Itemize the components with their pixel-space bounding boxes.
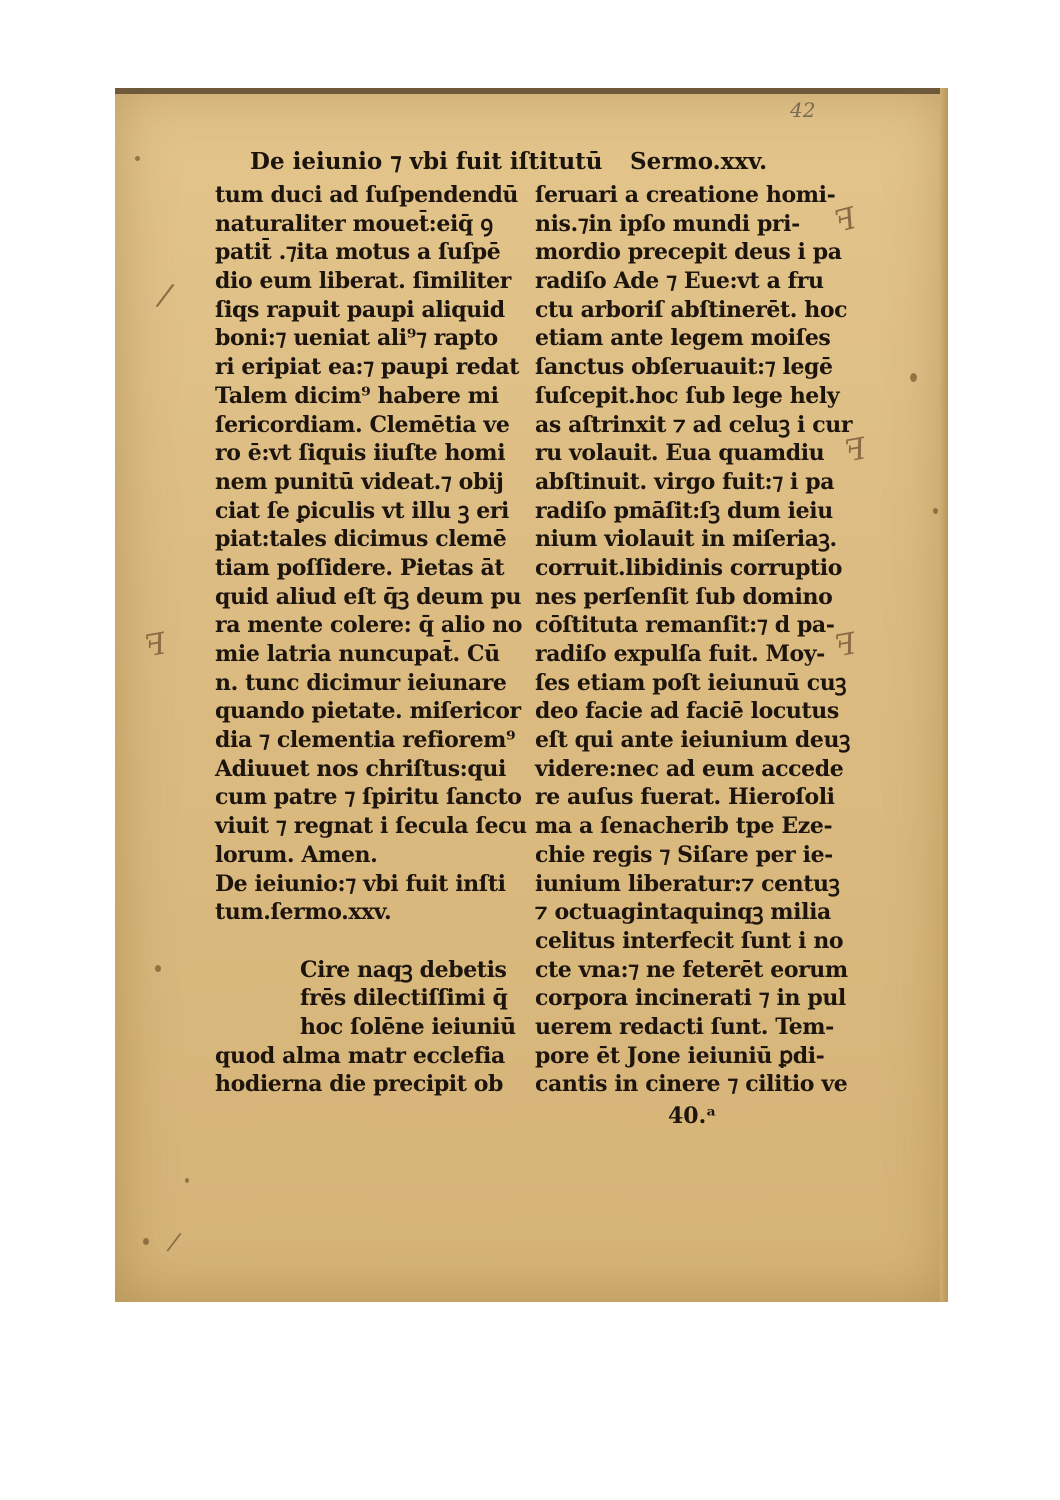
text-line: boni:⁊ ueniat ali⁹⁊ rapto [215, 325, 498, 352]
text-line: cantis in cinere ⁊ cilitio ve [535, 1071, 848, 1098]
header-title: De ieiunio ⁊ vbi fuit iſtitutū [250, 148, 603, 175]
text-line: Cire naqꝫ debetis [300, 956, 507, 983]
text-line: dia ⁊ clementia refiorem⁹ [215, 727, 516, 754]
text-line: re auſus fuerat. Hieroſoli [535, 784, 835, 811]
text-line: corruit.libidinis corruptio [535, 554, 843, 581]
text-line: chie regis ⁊ Siſare per ie- [535, 841, 833, 868]
manuscript-page [115, 88, 948, 1302]
left-column [215, 181, 527, 1099]
text-line: naturaliter mouet̄:eiq̄ ꝯ [215, 210, 493, 237]
margin-mark: / [167, 1227, 181, 1257]
text-line: videre:nec ad eum accede [535, 755, 844, 782]
margin-mark: ꟻ [142, 626, 169, 665]
text-line: ctu arboriſ abſtinerēt. hoc [535, 296, 848, 323]
text-line: tum duci ad ſuſpendendū [215, 182, 519, 208]
text-line: frēs dilectiſſimi q̄ [300, 985, 508, 1012]
text-line: mie latria nuncupat̄. Cū [215, 641, 500, 667]
text-line: nem punitū videat.⁊ obij [215, 468, 504, 495]
text-line: radiſo pmāſit:ſꝫ dum ieiu [535, 497, 833, 524]
margin-mark: / [157, 277, 174, 314]
text-line: abſtinuit. virgo fuit:⁊ i pa [535, 468, 835, 495]
text-line: uerem redacti ſunt. Tem- [535, 1013, 834, 1040]
margin-mark: ꟻ [842, 431, 869, 470]
text-line: ru volauit. Eua quamdiu [535, 440, 825, 467]
text-line: Talem dicim⁹ habere mi [215, 382, 499, 409]
text-line: pore ēt Jone ieiuniū ꝑdi- [535, 1042, 825, 1069]
text-line: ſericordiam. Clemētia ve [215, 411, 510, 438]
ink-stain [155, 965, 161, 972]
ink-stain [135, 156, 140, 161]
text-line: n. tunc dicimur ieiunare [215, 669, 507, 696]
text-line: ſuſcepit.hoc ſub lege hely [535, 382, 840, 409]
blank-space [215, 927, 515, 956]
text-line: Adiuuet nos chriſtus:qui [215, 755, 506, 782]
text-line: quod alma matr ecclefia [215, 1042, 505, 1069]
text-line: nium violauit in miſeriaꝫ. [535, 526, 837, 553]
text-line: nes perſenſit ſub domino [535, 583, 833, 610]
text-line: quando pietate. miſericor [215, 698, 521, 725]
text-line: deo facie ad faciē locutus [535, 698, 839, 725]
text-line: ciat ſe ꝑiculis vt illu ꝫ eri [215, 497, 509, 524]
ink-stain [143, 1238, 149, 1245]
text-line: ſiqs rapuit paupi aliquid [215, 296, 505, 323]
signature-mark: 40.ᵃ [668, 1103, 717, 1129]
text-line: hodierna die precipit ob [215, 1071, 504, 1098]
text-line: celitus interfecit ſunt i no [535, 927, 844, 954]
text-line: ra mente colere: q̄ alio no [215, 612, 522, 639]
ink-stain [185, 1178, 189, 1183]
text-line: ſes etiam poſt ieiunuū cuꝫ [535, 669, 847, 696]
text-line: tum.ſermo.xxv. [215, 899, 392, 926]
text-line: De ieiunio:⁊ vbi fuit inſti [215, 870, 506, 897]
page-top-edge [115, 88, 948, 94]
ink-stain [933, 508, 938, 514]
text-line: ro ē:vt ſiquis iiuſte homi [215, 440, 506, 467]
text-line: etiam ante legem moiſes [535, 325, 831, 352]
margin-mark: ꟻ [832, 626, 859, 665]
text-line: tiam poſſidere. Pietas āt [215, 554, 505, 581]
text-line: iunium liberatur:⁊ centuꝫ [535, 870, 840, 897]
running-header [250, 148, 838, 182]
text-line: ri eripiat ea:⁊ paupi redat [215, 354, 519, 381]
text-line: patit̄ .⁊ita motus a ſuſpē [215, 239, 501, 266]
header-sermon-number: Sermo.xxv. [630, 148, 768, 175]
ink-stain [910, 373, 917, 382]
text-line: ſeruari a creatione homi- [535, 182, 836, 208]
text-line: cōſtituta remanſit:⁊ d pa- [535, 612, 835, 639]
text-line: piat:tales dicimus clemē [215, 526, 507, 553]
text-line: corpora incinerati ⁊ in pul [535, 985, 846, 1012]
text-line: dio eum liberat. ſimiliter [215, 268, 511, 295]
text-line: radiſo expulſa fuit. Moy- [535, 641, 825, 667]
text-line: ſanctus obſeruauit:⁊ legē [535, 354, 833, 381]
text-line: radiſo Ade ⁊ Eue:vt a fru [535, 268, 824, 295]
right-column [535, 181, 853, 1099]
folio-number: 42 [790, 98, 816, 122]
text-line: eſt qui ante ieiunium deuꝫ [535, 727, 850, 754]
text-line: mordio precepit deus i pa [535, 239, 842, 266]
text-line: hoc ſolēne ieiuniū [300, 1013, 516, 1040]
margin-mark: ꟻ [830, 200, 861, 241]
page-right-edge [940, 88, 948, 1302]
text-line: ⁊ octuagintaquinqꝫ milia [535, 899, 831, 926]
text-line: as aſtrinxit ⁊ ad celuꝫ i cur [535, 411, 853, 438]
text-line: ma a ſenacherib tpe Eze- [535, 813, 833, 840]
text-line: cum patre ⁊ ſpiritu ſancto [215, 784, 522, 811]
text-line: viuit ⁊ regnat i ſecula ſecu [215, 813, 527, 840]
text-line: cte vna:⁊ ne feterēt eorum [535, 956, 848, 983]
text-line: nis.⁊in ipſo mundi pri- [535, 210, 800, 237]
text-line: quid aliud eſt q̄ꝫ deum pu [215, 583, 522, 610]
text-line: lorum. Amen. [215, 841, 378, 868]
